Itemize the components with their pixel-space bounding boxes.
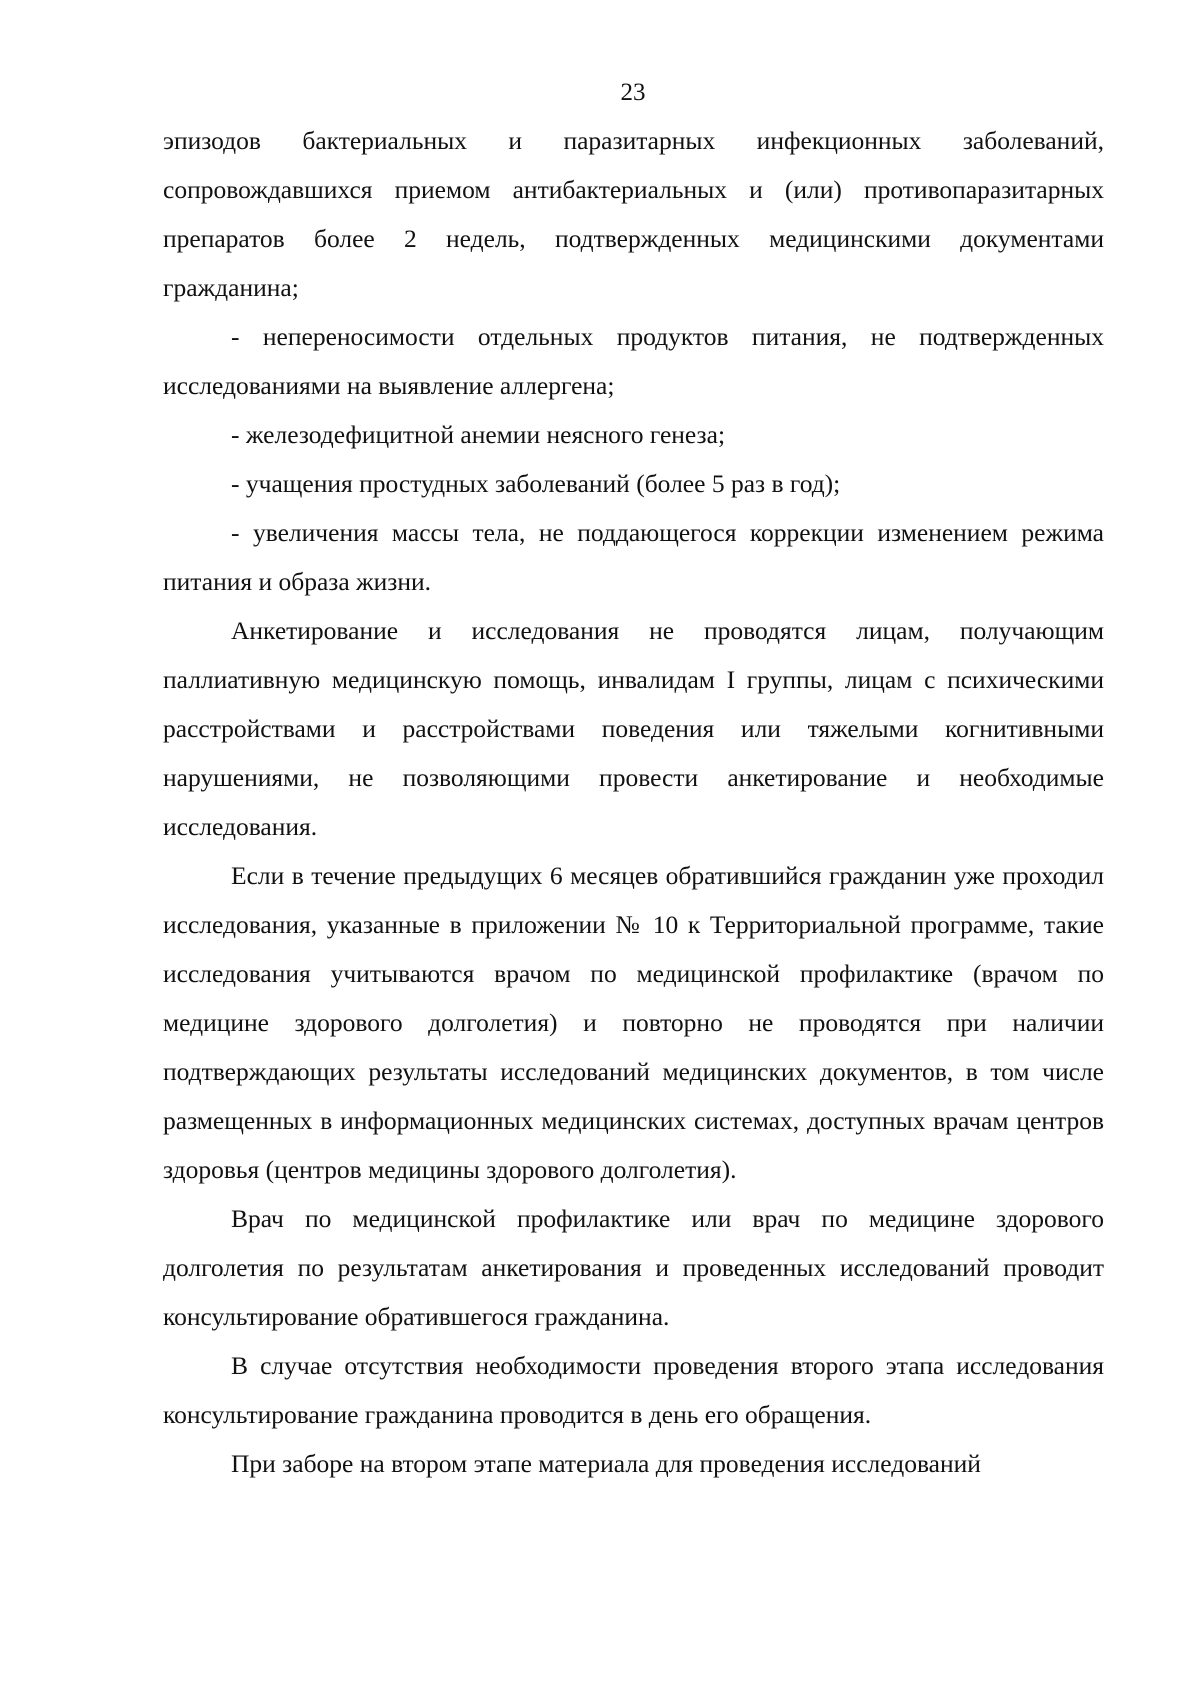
list-item: - непереносимости отдельных продуктов питания, не подтвержденных исследованиями на выявление аллергена;: [163, 322, 1104, 400]
list-item: - увеличения массы тела, не поддающегося коррекции изменением режима питания и образа жизни.: [163, 518, 1104, 596]
paragraph: При заборе на втором этапе материала для проведения исследований: [231, 1449, 981, 1478]
paragraph: Анкетирование и исследования не проводятся лицам, получающим паллиативную медицинскую помощь, инвалидам I группы, лицам с психическими расстройствами и расстройствами поведения или тяжелыми когнитивными нарушениями, не позволяющими провести анкетирование и необходимые исследования.: [163, 616, 1104, 841]
list-item: - учащения простудных заболеваний (более 5 раз в год);: [231, 469, 841, 498]
paragraph: Если в течение предыдущих 6 месяцев обратившийся гражданин уже проходил исследования, указанные в приложении № 10 к Территориальной программе, такие исследования учитываются врачом по медицинской профилактике (врачом по медицине здорового долголетия) и повторно не проводятся при наличии подтверждающих результаты исследований медицинских документов, в том числе размещенных в информационных медицинских системах, доступных врачам центров здоровья (центров медицины здорового долголетия).: [163, 861, 1104, 1184]
paragraph: эпизодов бактериальных и паразитарных инфекционных заболеваний, сопровождавшихся приемом антибактериальных и (или) противопаразитарных препаратов более 2 недель, подтвержденных медицинскими документами гражданина;: [163, 126, 1104, 302]
paragraph: Врач по медицинской профилактике или врач по медицине здорового долголетия по результатам анкетирования и проведенных исследований проводит консультирование обратившегося гражданина.: [163, 1204, 1104, 1331]
document-body: [163, 116, 1104, 1488]
list-item: - железодефицитной анемии неясного генеза;: [231, 420, 726, 449]
paragraph: В случае отсутствия необходимости проведения второго этапа исследования консультирование гражданина проводится в день его обращения.: [163, 1351, 1104, 1429]
page-number: 23: [620, 79, 646, 106]
